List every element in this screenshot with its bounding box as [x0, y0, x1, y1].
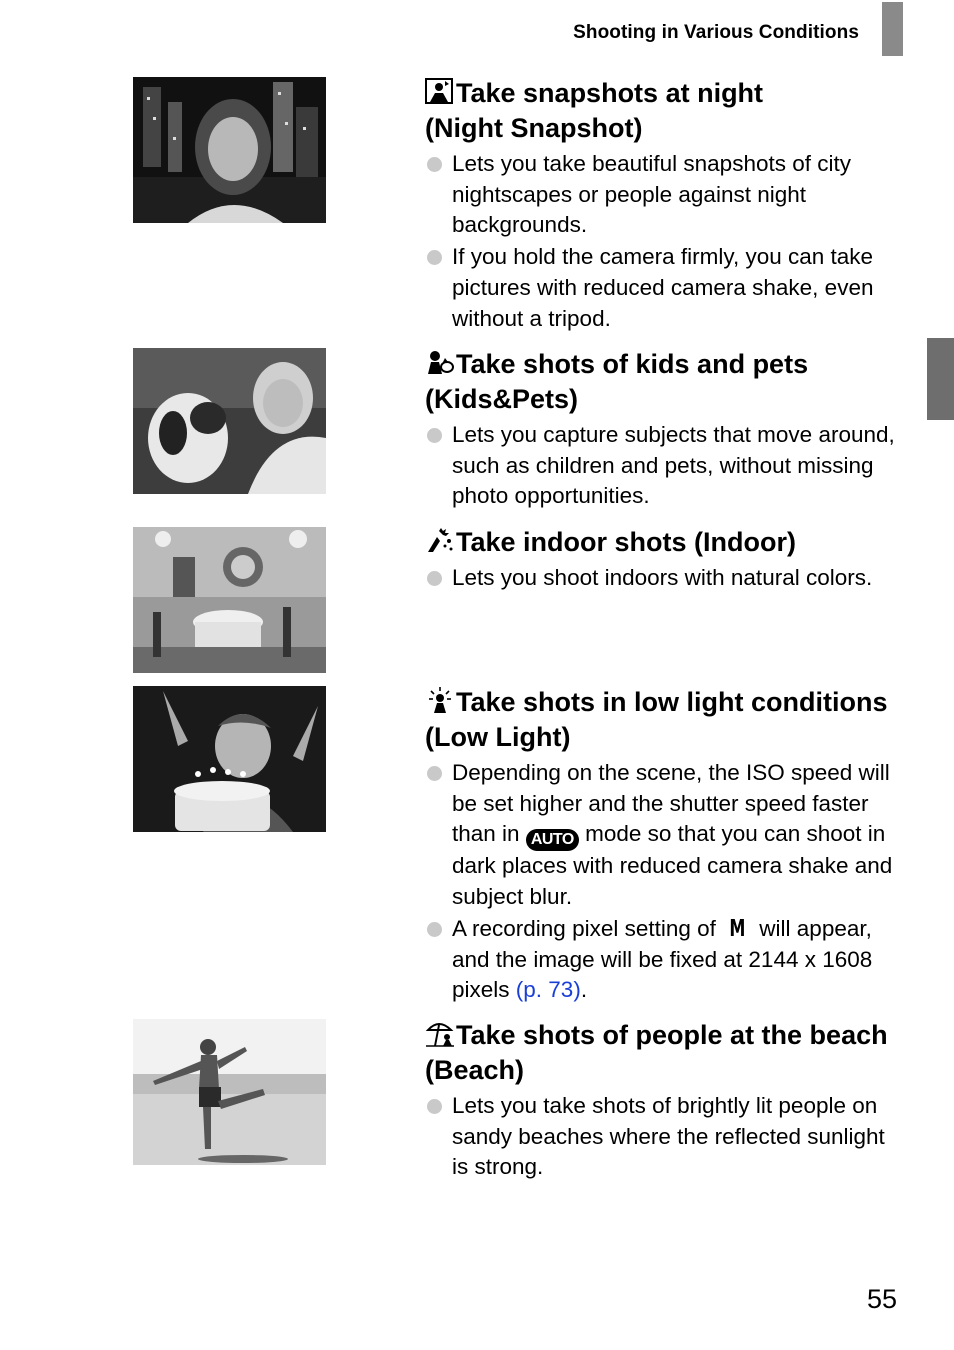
- section-title: Take snapshots at night (Night Snapshot): [425, 78, 764, 143]
- list-item: A recording pixel setting of M will appear, and the image will be fixed at 2144 x 1608 pixels (p. 73).: [425, 914, 905, 1006]
- beach-icon: [425, 1020, 455, 1047]
- list-item: If you hold the camera firmly, you can take pictures with reduced camera shake, even without a tripod.: [425, 242, 905, 334]
- indoor-photo: [133, 527, 326, 673]
- list-item: Lets you take shots of brightly lit people on sandy beaches where the reflected sunlight is strong.: [425, 1091, 905, 1183]
- low-light-icon: [425, 687, 455, 714]
- running-header: Shooting in Various Conditions: [573, 22, 859, 43]
- list-item: Lets you capture subjects that move around, such as children and pets, without missing photo opportunities.: [425, 420, 905, 512]
- list-item: Lets you take beautiful snapshots of city nightscapes or people against night backgrounds.: [425, 149, 905, 241]
- auto-mode-icon: AUTO: [526, 829, 579, 851]
- section-low-light: [425, 685, 905, 1007]
- kids-pets-icon: [425, 349, 455, 376]
- night-snapshot-icon: [425, 78, 455, 105]
- section-title: Take shots of kids and pets (Kids&Pets): [425, 349, 809, 414]
- list-item: Lets you shoot indoors with natural colors.: [425, 563, 905, 594]
- section-title: Take shots of people at the beach (Beach): [425, 1020, 888, 1085]
- header-bar: [882, 2, 903, 56]
- night-snapshot-photo: [133, 77, 326, 223]
- section-beach: [425, 1018, 905, 1184]
- section-night-snapshot: [425, 76, 905, 335]
- section-indoor: [425, 525, 905, 595]
- page-number: 55: [867, 1284, 898, 1314]
- list-item: Depending on the scene, the ISO speed will be set higher and the shutter speed faster than in AUTO mode so that you can shoot in dark places with reduced camera shake and subject blur.: [425, 758, 905, 913]
- indoor-icon: [425, 527, 455, 554]
- section-title: Take indoor shots (Indoor): [425, 525, 905, 560]
- beach-photo: [133, 1019, 326, 1165]
- section-title: Take shots in low light conditions (Low Light): [425, 687, 888, 752]
- low-light-photo: [133, 686, 326, 832]
- section-kids-pets: [425, 347, 905, 513]
- kids-pets-photo: [133, 348, 326, 494]
- page-reference-link[interactable]: (p. 73): [515, 977, 581, 1003]
- medium-pixel-icon: M: [729, 915, 746, 942]
- chapter-tab: [927, 338, 954, 420]
